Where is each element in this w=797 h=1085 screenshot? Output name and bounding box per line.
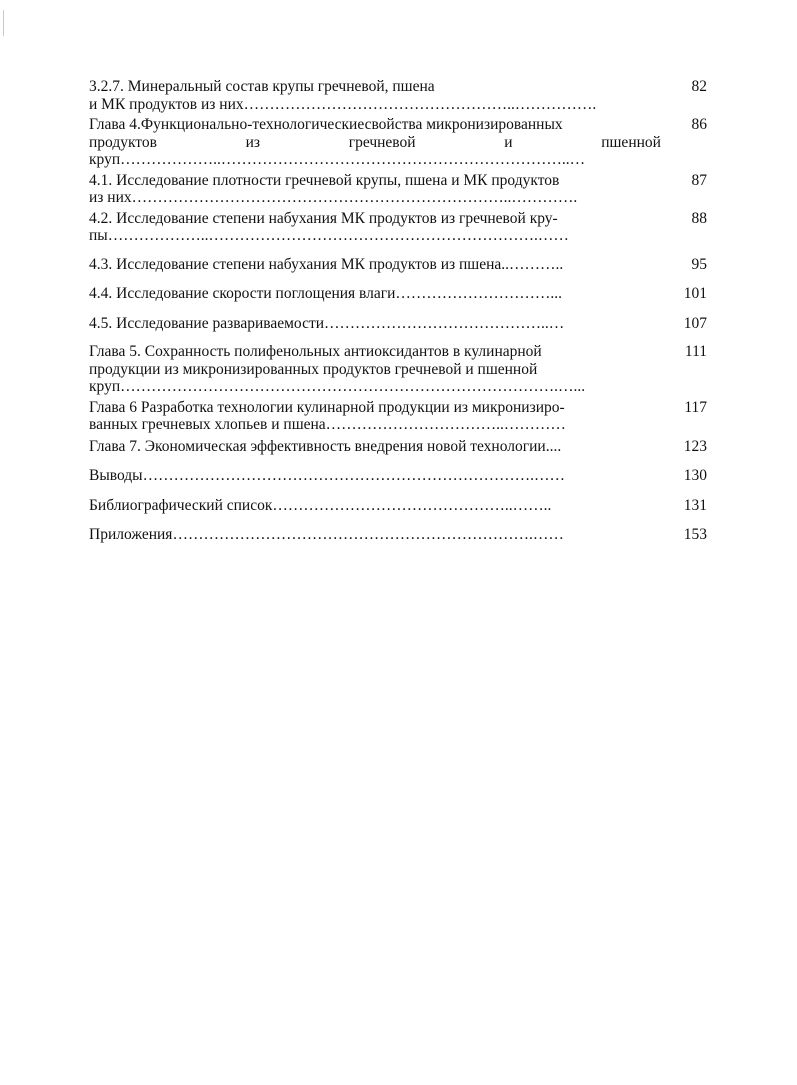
toc-entry-line: пы………………..……………………………………………………….…… bbox=[89, 227, 569, 244]
scan-edge-mark bbox=[3, 10, 4, 36]
toc-entry-title bbox=[89, 315, 661, 333]
toc-entry-word: гречневой bbox=[348, 133, 416, 151]
toc-entry-line: Библиографический список………………………………………..…….. bbox=[89, 496, 552, 514]
toc-page-number: 130 bbox=[683, 467, 707, 484]
toc-entry bbox=[89, 438, 711, 456]
toc-entry-word: из bbox=[245, 133, 261, 151]
toc-entry-title bbox=[89, 438, 661, 456]
toc-entry-line: из них………………………………………………………………..…………. bbox=[89, 189, 578, 206]
toc-entry-title bbox=[89, 467, 661, 485]
toc-page-number: 82 bbox=[691, 78, 707, 95]
toc-entry-line bbox=[89, 134, 661, 152]
toc-entry-title bbox=[89, 497, 661, 515]
toc-entry-word: и bbox=[504, 133, 513, 151]
toc-entry bbox=[89, 210, 711, 245]
toc-entry-word: продуктов bbox=[89, 133, 157, 151]
toc-entry-title bbox=[89, 343, 661, 396]
toc-page-number: 95 bbox=[691, 255, 707, 273]
toc-entry bbox=[89, 285, 711, 303]
toc-entry-line: Глава 7. Экономическая эффективность внедрения новой технологии.... bbox=[89, 437, 562, 455]
toc-entry-line: круп………………..…………………………………………………………..… bbox=[89, 151, 586, 168]
toc-entry-line: 3.2.7. Минеральный состав крупы гречневой, пшена bbox=[89, 78, 435, 95]
toc-entry bbox=[89, 467, 711, 485]
toc-page-number: 123 bbox=[683, 437, 707, 455]
toc-entry-line: ванных гречневых хлопьев и пшена……………………………..………… bbox=[89, 416, 566, 433]
toc-entry-line: 4.3. Исследование степени набухания МК продуктов из пшена..……….. bbox=[89, 255, 564, 273]
toc-entry-line: 4.1. Исследование плотности гречневой крупы, пшена и МК продуктов bbox=[89, 171, 560, 189]
toc-entry bbox=[89, 526, 711, 544]
toc-entry bbox=[89, 256, 711, 274]
toc-entry bbox=[89, 497, 711, 515]
toc-entry-line: продукции из микронизированных продуктов гречневой и пшенной bbox=[89, 360, 538, 378]
toc-page-number: 107 bbox=[683, 314, 707, 332]
toc-entry-title bbox=[89, 285, 661, 303]
table-of-contents bbox=[89, 78, 711, 544]
toc-entry-word: пшенной bbox=[601, 133, 661, 151]
toc-entry-line: круп………………………………………………………………………….…... bbox=[89, 378, 586, 395]
toc-entry-line: Глава 5. Сохранность полифенольных антиоксидантов в кулинарной bbox=[89, 343, 542, 360]
toc-entry-title bbox=[89, 526, 661, 544]
toc-entry-title bbox=[89, 78, 661, 113]
toc-entry-title bbox=[89, 256, 661, 274]
toc-entry bbox=[89, 172, 711, 207]
toc-entry bbox=[89, 399, 711, 434]
toc-entry-title bbox=[89, 116, 661, 169]
toc-page-number: 131 bbox=[683, 496, 707, 514]
toc-entry-line: и МК продуктов из них……………………………………………..……………. bbox=[89, 95, 597, 113]
toc-page-number: 101 bbox=[683, 285, 707, 302]
toc-entry-title bbox=[89, 210, 661, 245]
toc-entry-line: 4.2. Исследование степени набухания МК продуктов из гречневой кру- bbox=[89, 209, 558, 227]
toc-entry-line: 4.5. Исследование развариваемости……………………………………..… bbox=[89, 314, 565, 332]
toc-entry-title bbox=[89, 172, 661, 207]
toc-entry-line: Приложения…………………………………………………………….…… bbox=[89, 526, 564, 543]
toc-entry-title bbox=[89, 399, 661, 434]
toc-page-number: 87 bbox=[691, 171, 707, 189]
toc-page-number: 86 bbox=[691, 116, 707, 133]
toc-entry-line: Глава 4.Функционально-технологическиесвойства микронизированных bbox=[89, 116, 563, 133]
toc-entry-line: Глава 6 Разработка технологии кулинарной продукции из микронизиро- bbox=[89, 398, 565, 416]
toc-page-number: 111 bbox=[684, 343, 707, 360]
toc-page-number: 88 bbox=[691, 209, 707, 227]
toc-entry bbox=[89, 116, 711, 169]
toc-page-number: 117 bbox=[684, 398, 707, 416]
toc-entry bbox=[89, 78, 711, 113]
toc-entry bbox=[89, 315, 711, 333]
toc-page-number: 153 bbox=[683, 526, 707, 543]
toc-entry bbox=[89, 343, 711, 396]
toc-entry-line: 4.4. Исследование скорости поглощения влаги…………………………... bbox=[89, 285, 563, 302]
toc-entry-line: Выводы………………………………………………………………….…… bbox=[89, 467, 565, 484]
